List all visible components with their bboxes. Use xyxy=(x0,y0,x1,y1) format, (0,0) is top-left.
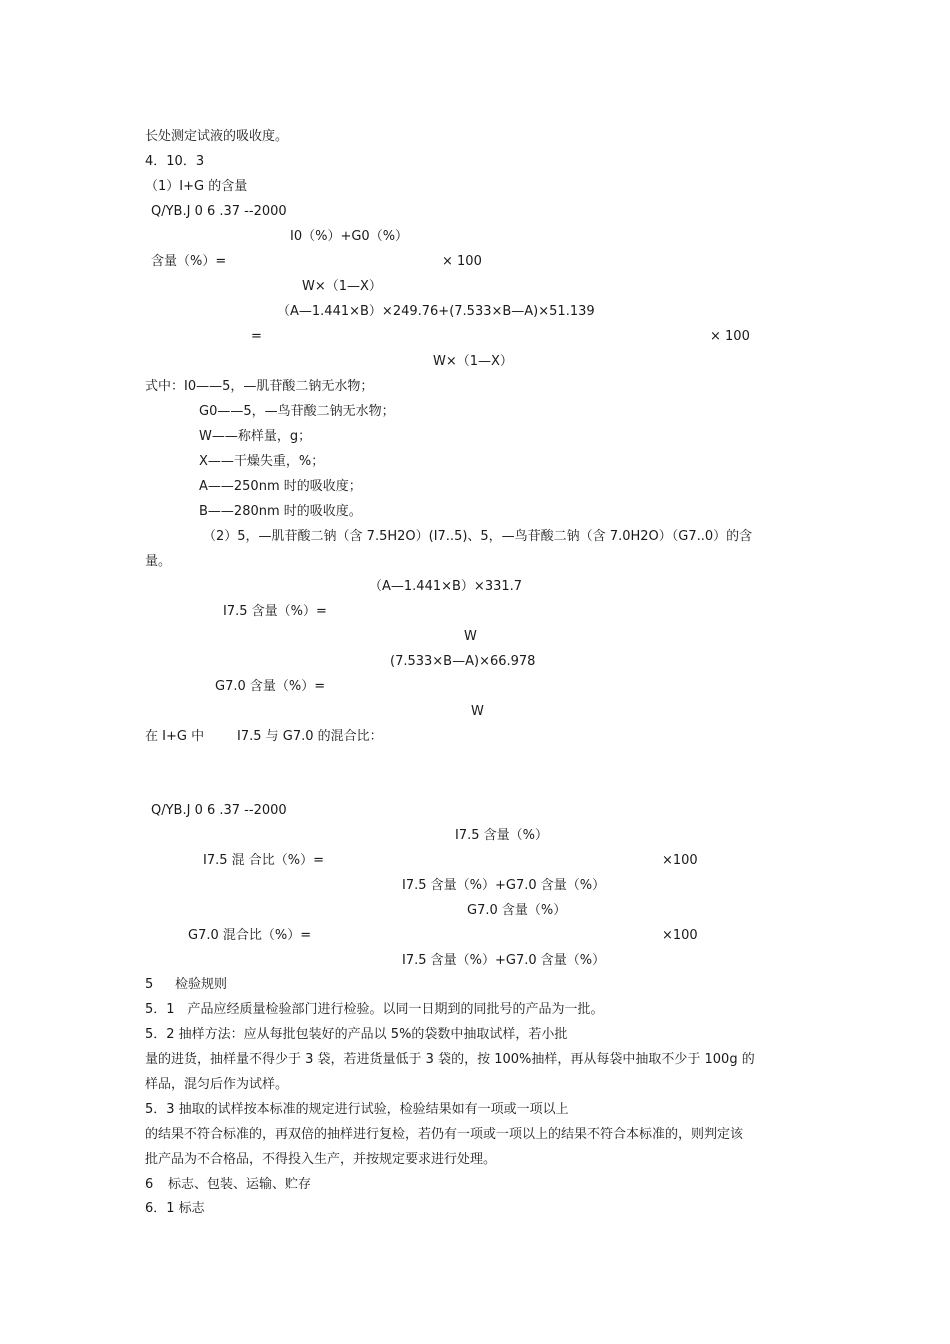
paragraph-line: 批产品为不合格品，不得投入生产，并按规定要求进行处理。 xyxy=(145,1152,497,1167)
text-line: I7.5 与 G7.0 的混合比： xyxy=(237,729,383,744)
paragraph-line: 5．3 抽取的试样按本标准的规定进行试验，检验结果如有一项或一项以上 xyxy=(145,1102,569,1117)
formula-multiplier: × 100 xyxy=(442,254,482,269)
formula-label: G7.0 混合比（%）= xyxy=(188,928,312,943)
formula-multiplier: ×100 xyxy=(662,853,698,868)
formula-multiplier: ×100 xyxy=(662,928,698,943)
formula-denominator: W xyxy=(464,629,477,644)
definition-line: G0——5，—鸟苷酸二钠无水物； xyxy=(199,404,395,419)
subsection-heading: 6．1 标志 xyxy=(145,1201,205,1216)
definition-line: X——干燥失重，%； xyxy=(199,454,325,469)
section-heading: 标志、包装、运输、贮存 xyxy=(168,1177,312,1192)
formula-label: G7.0 含量（%）= xyxy=(215,679,326,694)
formula-numerator: I7.5 含量（%） xyxy=(455,828,548,843)
formula-numerator: （A—1.441×B）×331.7 xyxy=(369,579,523,594)
formula-equals: = xyxy=(251,329,262,344)
paragraph-line: 的结果不符合标准的，再双倍的抽样进行复检，若仍有一项或一项以上的结果不符合本标准的，则判定该 xyxy=(145,1127,744,1142)
formula-multiplier: × 100 xyxy=(710,329,750,344)
text-line: 在 I+G 中 xyxy=(145,729,205,744)
section-number: 5 xyxy=(145,977,154,992)
text-line: 长处测定试液的吸收度。 xyxy=(145,129,289,144)
standard-code: Q/YB.J 0 6 .37 --2000 xyxy=(151,204,287,219)
formula-label: I7.5 含量（%）= xyxy=(223,604,327,619)
formula-denominator: I7.5 含量（%）+G7.0 含量（%） xyxy=(402,953,606,968)
paragraph-line: 量。 xyxy=(145,554,172,569)
paragraph-line: 5．1 产品应经质量检验部门进行检验。以同一日期到的同批号的产品为一批。 xyxy=(145,1002,604,1017)
formula-denominator: W xyxy=(471,704,484,719)
formula-numerator: (7.533×B—A)×66.978 xyxy=(390,654,536,669)
paragraph-line: （2）5，—肌苷酸二钠（含 7.5H2O）(I7..5)、5，—鸟苷酸二钠（含 7.0H2O）（G7..0）的含 xyxy=(203,529,753,544)
formula-numerator: （A—1.441×B）×249.76+(7.533×B—A)×51.139 xyxy=(277,304,595,319)
formula-denominator: I7.5 含量（%）+G7.0 含量（%） xyxy=(402,878,606,893)
formula-denominator: W×（1—X） xyxy=(433,354,513,369)
section-number: 4．10．3 xyxy=(145,154,205,169)
paragraph-line: 5．2 抽样方法：应从每批包装好的产品以 5%的袋数中抽取试样，若小批 xyxy=(145,1027,568,1042)
standard-code: Q/YB.J 0 6 .37 --2000 xyxy=(151,803,287,818)
definition-line: A——250nm 时的吸收度； xyxy=(199,479,362,494)
definition-line: W——称样量，g； xyxy=(199,429,312,444)
section-number: 6 xyxy=(145,1177,154,1192)
section-heading: 检验规则 xyxy=(175,977,228,992)
formula-label: 含量（%）= xyxy=(151,254,227,269)
paragraph-line: 量的进货，抽样量不得少于 3 袋，若进货量低于 3 袋的，按 100%抽样，再从每袋中抽取不少于 100g 的 xyxy=(145,1052,755,1067)
formula-denominator: W×（1—X） xyxy=(302,279,382,294)
definition-line: 式中：I0——5，—肌苷酸二钠无水物； xyxy=(145,379,374,394)
definition-line: B——280nm 时的吸收度。 xyxy=(199,504,362,519)
formula-label: I7.5 混 合比（%）= xyxy=(203,853,325,868)
paragraph-line: 样品，混匀后作为试样。 xyxy=(145,1077,289,1092)
subsection-heading: （1）I+G 的含量 xyxy=(145,179,248,194)
formula-numerator: I0（%）+G0（%） xyxy=(290,229,409,244)
formula-numerator: G7.0 含量（%） xyxy=(467,903,567,918)
